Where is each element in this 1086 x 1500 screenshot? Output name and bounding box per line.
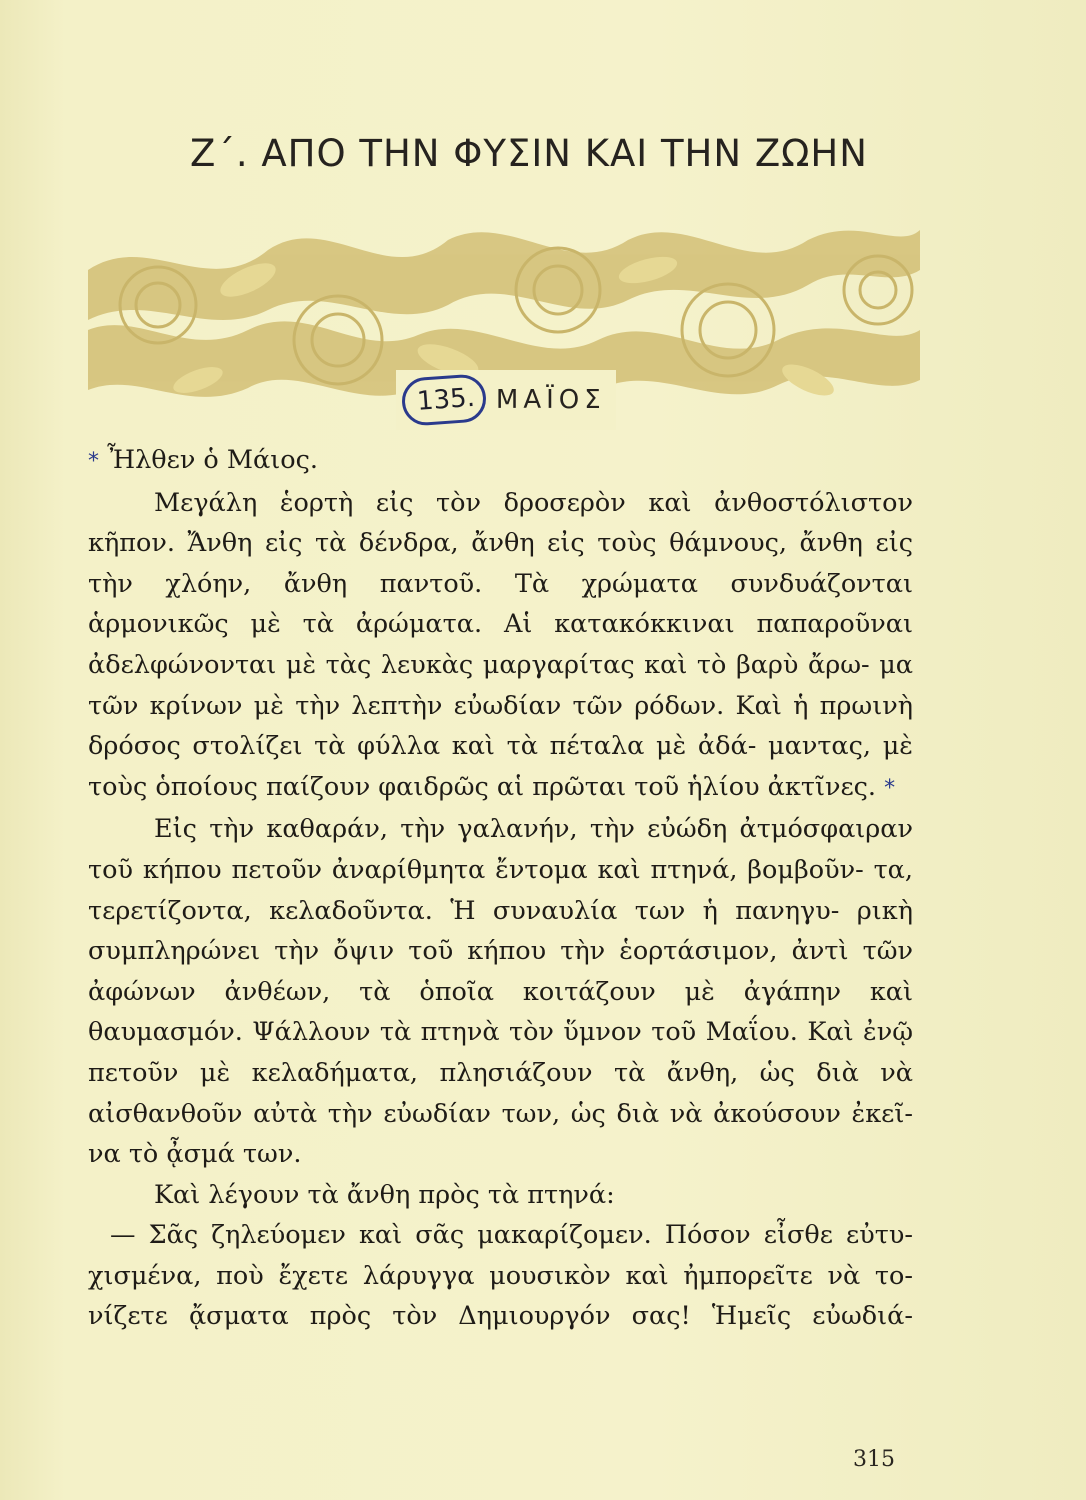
paragraph-5 <box>88 1215 913 1337</box>
text-line: νίζετε ᾄσματα πρὸς τὸν Δημιουργόν σας! Ἡμεῖς εὐωδιά- <box>88 1301 913 1332</box>
paragraph-1 <box>88 440 913 483</box>
text-line: χισμένα, ποὺ ἔχετε λάρυγγα μουσικὸν καὶ ἠμπορεῖτε νὰ το- <box>88 1260 913 1291</box>
chapter-title: Ζ΄. ΑΠΟ ΤΗΝ ΦΥΣΙΝ ΚΑΙ ΤΗΝ ΖΩΗΝ <box>190 132 868 175</box>
text-line: κῆπον. Ἄνθη εἰς τὰ δένδρα, ἄνθη εἰς τοὺς θάμνους, ἄνθη <box>88 528 863 559</box>
text-line: — Σᾶς ζηλεύομεν καὶ σᾶς μακαρίζομεν. Πόσον εἶσθε εὐτυ- <box>110 1220 913 1251</box>
section-heading <box>396 370 616 430</box>
text-line: ἡλίου ἀκτῖνες. <box>687 771 877 802</box>
text-line: τοῦ κήπου πετοῦν ἀναρίθμητα ἔντομα καὶ πτηνά, βομβοῦν- <box>88 854 864 885</box>
text-line: να τὸ ᾆσμά των. <box>88 1139 302 1170</box>
text-line: Καὶ λέγουν τὰ ἄνθη πρὸς τὰ πτηνά: <box>154 1179 615 1210</box>
text-line: Μεγάλη ἑορτὴ εἰς τὸν δροσερὸν καὶ ἀνθοστόλιστον <box>154 487 913 518</box>
end-mark: * <box>884 775 896 801</box>
section-number: 135. <box>400 373 487 427</box>
text-line: τα, τερετίζοντα, κελαδοῦντα. Ἡ συναυλία των ἡ πανηγυ- <box>88 854 913 926</box>
text-line: ἁρμονικῶς μὲ τὰ ἀρώματα. Αἱ κατακόκκιναι παπαροῦναι <box>88 609 913 640</box>
paragraph-2 <box>88 483 913 810</box>
text-line: μαντας, μὲ τοὺς ὁποίους παίζουν φαιδρῶς αἱ πρῶται τοῦ <box>88 731 913 802</box>
paragraph-3 <box>88 809 913 1174</box>
text-line: ἀδελφώνονται μὲ τὰς λευκὰς μαργαρίτας καὶ τὸ βαρὺ ἄρω- <box>88 649 870 680</box>
text-line: πρωινὴ δρόσος στολίζει τὰ φύλλα καὶ τὰ πέταλα μὲ ἀδά- <box>88 690 913 762</box>
body-text <box>88 440 913 1337</box>
text-line: εἰς τὴν χλόην, ἄνθη παντοῦ. Τὰ χρώματα συνδυάζονται <box>88 528 914 599</box>
page-number: 315 <box>853 1447 895 1472</box>
text-line: μα τῶν κρίνων μὲ τὴν λεπτὴν εὐωδίαν τῶν ρόδων. Καὶ ἡ <box>88 649 913 721</box>
text-line: ρικὴ συμπληρώνει τὴν ὄψιν τοῦ κήπου τὴν ἑορτάσιμον, ἀντὶ <box>88 895 913 967</box>
text-line: τῶν ἀφώνων ἀνθέων, τὰ ὁποῖα κοιτάζουν μὲ ἀγάπην καὶ <box>88 936 914 1007</box>
text-line: ἐνῷ πετοῦν μὲ κελαδήματα, πλησιάζουν τὰ ἄνθη, ὡς διὰ νὰ <box>88 1017 914 1088</box>
text-line: Εἰς τὴν καθαράν, τὴν γαλανήν, τὴν εὐώδη ἀτμόσφαιραν <box>154 814 913 845</box>
paragraph-4 <box>88 1175 913 1216</box>
text-line: Ἦλθεν ὁ Μάιος. <box>107 445 318 475</box>
text-line: θαυμασμόν. Ψάλλουν τὰ πτηνὰ τὸν ὕμνον τοῦ Μαΐου. Καὶ <box>88 1017 854 1048</box>
text-line: αἰσθανθοῦν αὐτὰ τὴν εὐωδίαν των, ὡς διὰ νὰ ἀκούσουν ἐκεῖ- <box>88 1098 913 1129</box>
section-title: ΜΑΪΟΣ <box>495 385 606 415</box>
start-mark: * <box>88 449 99 474</box>
